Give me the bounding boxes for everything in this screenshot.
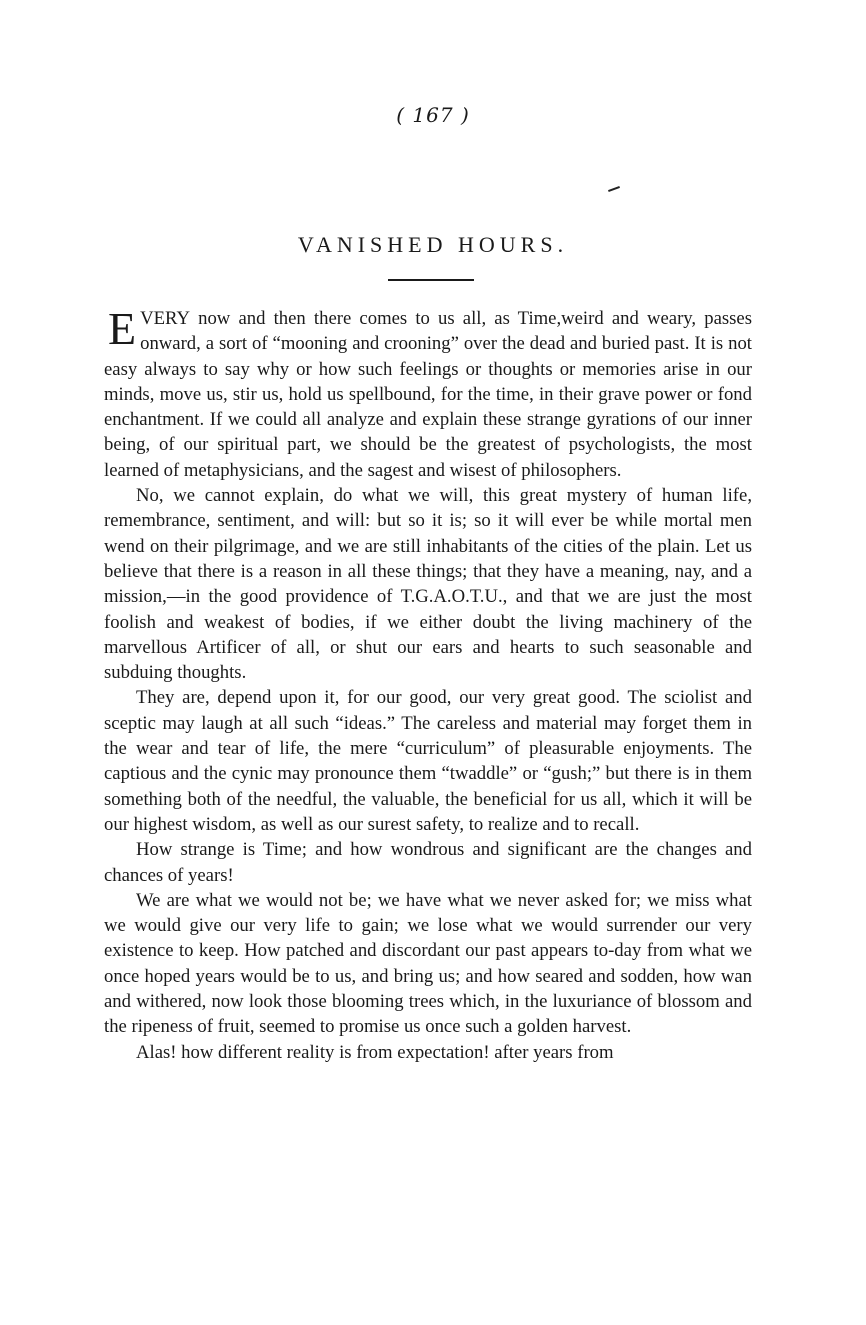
article-body <box>104 303 752 1065</box>
drop-cap: E <box>108 303 137 354</box>
page-number: ( 167 ) <box>396 103 470 127</box>
title-rule <box>388 279 474 281</box>
paragraph-3: They are, depend upon it, for our good, our very great good. The sciolist and sceptic may laugh at all such “ideas.” The careless and material may forget them in the wear and tear of life, the mere “curriculum” of pleasurable enjoyments. The captious and the cynic may pronounce them “twaddle” or “gush;” but there is in them something both of the needful, the valuable, the beneficial for us all, which it will be our highest wisdom, as well as our surest safety, to realize and to recall. <box>104 687 752 835</box>
lead-word: VERY <box>140 308 190 329</box>
paragraph-text: now and then there comes to us all, as Time,weird and weary, passes onward, a sort of “mooning and crooning” over the dead and buried past. It is not easy always to say why or how such feelings or thoughts or memories arise in our minds, move us, stir us, hold us spellbound, for the time, in their grave power or fond enchantment. If we could all analyze and explain these strange gyrations of our inner being, of our spiritual part, we should be the greatest of psychologists, the most learned of metaphysicians, and the sagest and wisest of philosophers. <box>104 308 752 481</box>
paragraph-4: How strange is Time; and how wondrous and significant are the changes and chances of years! <box>104 839 752 886</box>
paragraph-5: We are what we would not be; we have what we never asked for; we miss what we would give our very life to gain; we lose what we would surrender our very existence to keep. How patched and discordant our past appears to-day from what we once hoped years would be to us, and bring us; and how seared and sodden, how wan and withered, now look those blooming trees which, in the luxuriance of blossom and the ripeness of fruit, seemed to promise us once such a golden harvest. <box>104 889 752 1038</box>
chapter-title: VANISHED HOURS. <box>297 232 569 257</box>
ink-mark <box>608 186 620 192</box>
paragraph-6: Alas! how different reality is from expectation! after years from <box>136 1041 614 1063</box>
paragraph-2: No, we cannot explain, do what we will, this great mystery of human life, remembrance, sentiment, and will: but so it is; so it will ever be while mortal men wend on their pilgrimage, and we are still inhabitants of the cities of the plain. Let us believe that there is a reason in all these things; that they have a meaning, nay, and a mission,—in the good providence of T.G.A.O.T.U., and that we are just the most foolish and weakest of bodies, if we either doubt the living machinery of the marvellous Artificer of all, or shut our ears and hearts to such seasonable and subduing thoughts. <box>104 485 752 684</box>
paragraph-1 <box>104 303 752 483</box>
